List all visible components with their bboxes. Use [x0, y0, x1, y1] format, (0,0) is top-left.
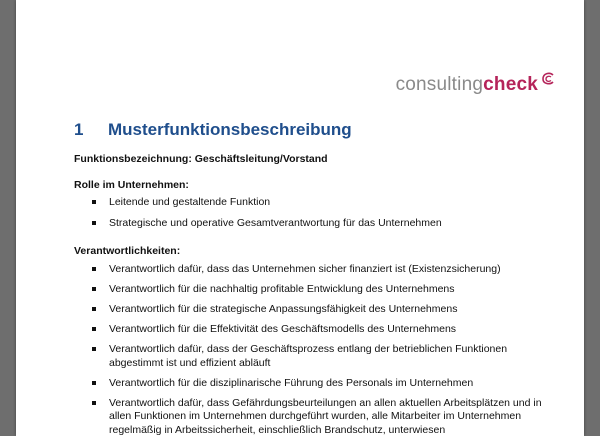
- logo-swirl-icon: [540, 72, 556, 86]
- company-logo: [396, 74, 538, 96]
- heading-title: Musterfunktionsbeschreibung: [108, 120, 352, 139]
- logo-text-check: check: [483, 74, 538, 95]
- role-list: [92, 196, 562, 237]
- responsibilities-list: [92, 263, 562, 436]
- list-item: Leitende und gestaltende Funktion: [92, 196, 562, 210]
- list-item: Verantwortlich für die strategische Anpassungsfähigkeit des Unternehmens: [92, 303, 562, 317]
- list-item: Verantwortlich für die nachhaltig profitable Entwicklung des Unternehmens: [92, 283, 562, 297]
- heading-number: 1: [74, 120, 84, 139]
- list-item: Verantwortlich für die Effektivität des Geschäftsmodells des Unternehmens: [92, 323, 562, 337]
- function-title: Funktionsbezeichnung: Geschäftsleitung/Vorstand: [74, 153, 328, 165]
- responsibilities-section-title: Verantwortlichkeiten:: [74, 245, 181, 257]
- document-page: [16, 0, 584, 436]
- list-item: Strategische und operative Gesamtverantwortung für das Unternehmen: [92, 217, 562, 231]
- list-item: Verantwortlich dafür, dass der Geschäftsprozess entlang der betrieblichen Funktionen abgestimmt ist und effizient abläuft: [92, 343, 562, 370]
- logo-text-consulting: consulting: [395, 74, 484, 95]
- section-heading: [74, 120, 352, 140]
- list-item: Verantwortlich dafür, dass Gefährdungsbeurteilungen an allen aktuellen Arbeitsplätzen und in allen Funktionen im Unternehmen durchgeführt wurden, alle Mitarbeiter im Unternehmen regelmäßig in Arbeitssicherheit, einschließlich Brandschutz, unterwiesen: [92, 397, 562, 436]
- list-item: Verantwortlich dafür, dass das Unternehmen sicher finanziert ist (Existenzsicherung): [92, 263, 562, 277]
- list-item: Verantwortlich für die disziplinarische Führung des Personals im Unternehmen: [92, 377, 562, 391]
- role-section-title: Rolle im Unternehmen:: [74, 179, 189, 191]
